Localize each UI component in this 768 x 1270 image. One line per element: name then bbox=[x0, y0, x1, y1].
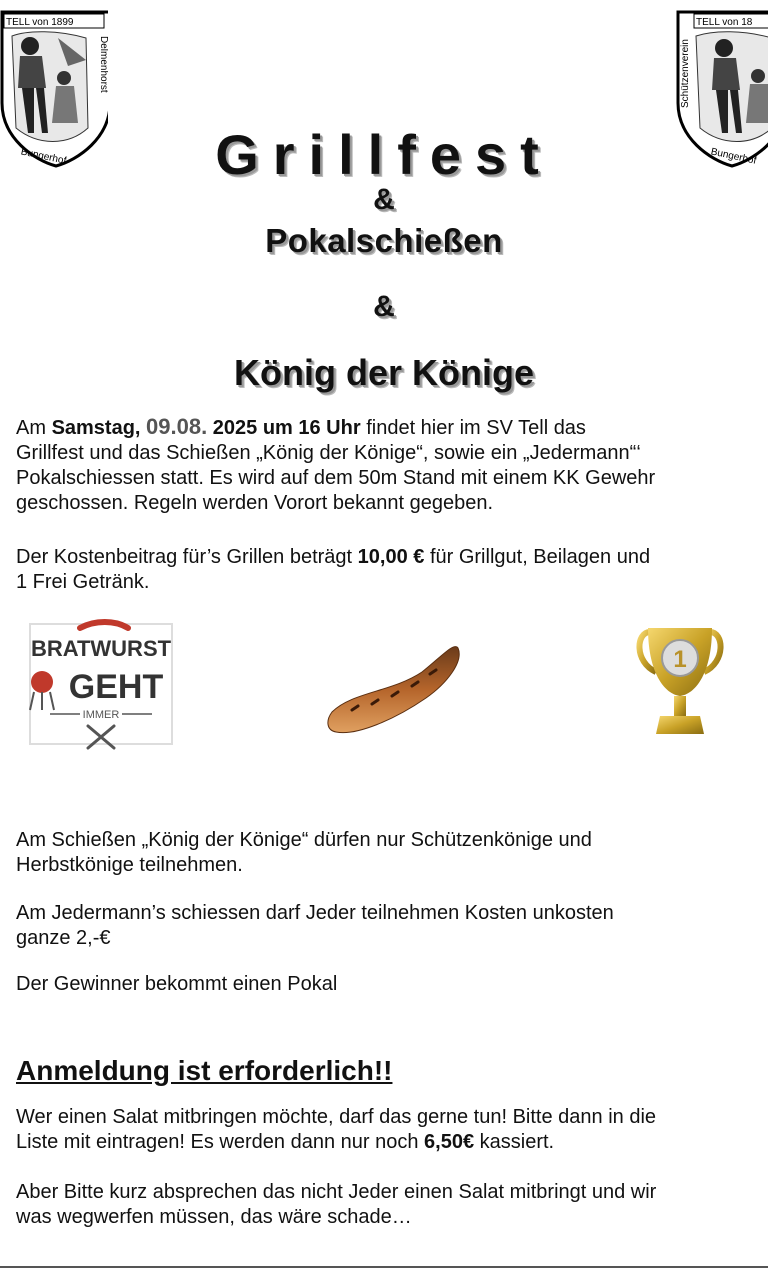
intro-text-2: findet hier im SV Tell das bbox=[360, 417, 586, 439]
bratwurst-sign-icon bbox=[20, 614, 182, 754]
intro-date: 09.08. bbox=[146, 414, 208, 439]
intro-paragraph bbox=[16, 414, 768, 516]
cost-paragraph bbox=[16, 545, 768, 595]
ampersand-1: & bbox=[373, 183, 395, 216]
bottom-divider bbox=[0, 1266, 768, 1268]
salad-text-3: kassiert. bbox=[474, 1131, 555, 1153]
closing-paragraph bbox=[16, 1180, 768, 1230]
cost-text-2: für Grillgut, Beilagen und bbox=[424, 546, 651, 568]
intro-bold-time: 2025 um 16 Uhr bbox=[207, 417, 361, 439]
trophy-icon bbox=[630, 622, 730, 742]
crest-left-bottom-text: Bungerhof bbox=[19, 146, 68, 167]
subtitle-pokalschiessen: Pokalschießen bbox=[265, 222, 503, 259]
rule1-line-2: Herbstkönige teilnehmen. bbox=[16, 854, 243, 876]
trophy-number: 1 bbox=[673, 646, 687, 673]
crest-left-top-text: TELL von 1899 bbox=[6, 17, 74, 28]
intro-text-1: Am bbox=[16, 417, 52, 439]
crest-left-side-text: Delmenhorst bbox=[98, 36, 108, 93]
cost-price: 10,00 € bbox=[357, 546, 425, 568]
crest-right-side-text: Schützenverein bbox=[680, 39, 691, 108]
cost-line-2: 1 Frei Getränk. bbox=[16, 571, 150, 593]
rule-jedermann-paragraph bbox=[16, 901, 768, 951]
sign-line-2: GEHT bbox=[68, 668, 164, 706]
salad-line-1: Wer einen Salat mitbringen möchte, darf das gerne tun! Bitte dann in die bbox=[16, 1106, 657, 1128]
rule-koenig-paragraph bbox=[16, 828, 768, 878]
crest-right-top-text: TELL von 18 bbox=[696, 17, 753, 28]
closing-line-2: was wegwerfen müssen, das wäre schade… bbox=[16, 1206, 412, 1228]
sign-line-3: IMMER bbox=[82, 709, 120, 721]
salad-text-2: Liste mit eintragen! Es werden dann nur noch bbox=[16, 1131, 425, 1153]
crest-right-bottom-text: Bungerhof bbox=[709, 146, 758, 167]
intro-line-3: Pokalschiessen statt. Es wird auf dem 50m Stand mit einem KK Gewehr bbox=[16, 467, 656, 489]
rule2-line-2: ganze 2,-€ bbox=[16, 927, 111, 949]
rule-winner: Der Gewinner bekommt einen Pokal bbox=[16, 973, 338, 995]
registration-heading: Anmeldung ist erforderlich!! bbox=[16, 1055, 393, 1086]
sign-line-1: BRATWURST bbox=[30, 636, 172, 661]
rule2-line-1: Am Jedermann’s schiessen darf Jeder teilnehmen Kosten unkosten bbox=[16, 902, 614, 924]
intro-bold-day: Samstag, bbox=[51, 417, 147, 439]
salad-price: 6,50€ bbox=[424, 1131, 475, 1153]
intro-line-4: geschossen. Regeln werden Vorort bekannt gegeben. bbox=[16, 492, 494, 514]
sausage-icon bbox=[322, 632, 464, 742]
salad-paragraph bbox=[16, 1105, 768, 1155]
page-title: Grillfest bbox=[215, 123, 553, 186]
intro-line-2: Grillfest und das Schießen „König der Könige“, sowie ein „Jedermann“‘ bbox=[16, 442, 641, 464]
ampersand-2: & bbox=[373, 290, 395, 323]
cost-text-1: Der Kostenbeitrag für’s Grillen beträgt bbox=[16, 546, 358, 568]
rule1-line-1: Am Schießen „König der Könige“ dürfen nur Schützenkönige und bbox=[16, 829, 592, 851]
closing-line-1: Aber Bitte kurz absprechen das nicht Jeder einen Salat mitbringt und wir bbox=[16, 1181, 657, 1203]
subtitle-koenig: König der Könige bbox=[234, 352, 534, 393]
